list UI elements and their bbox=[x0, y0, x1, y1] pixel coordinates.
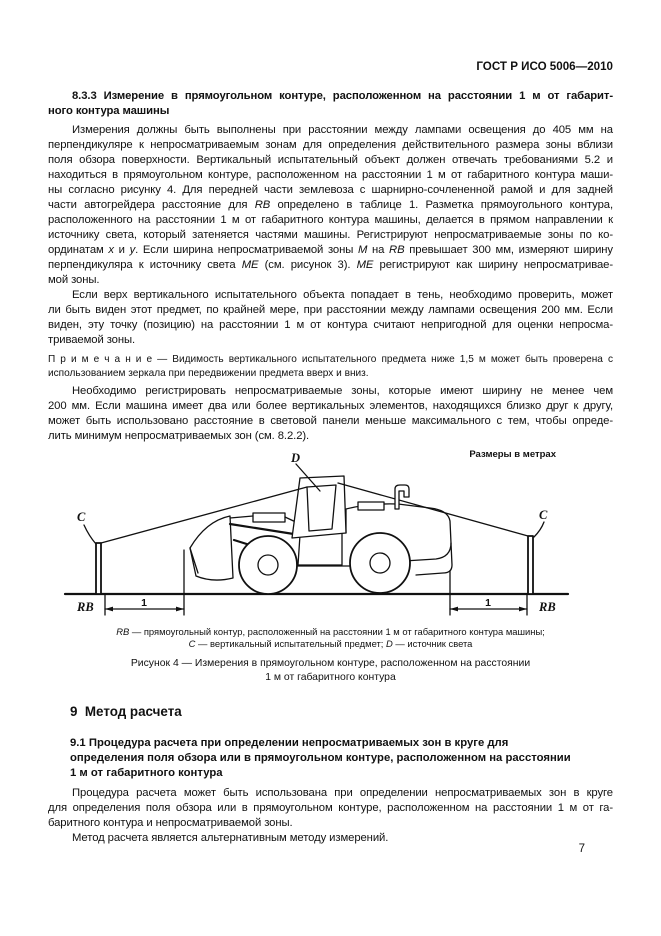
test-object-right bbox=[528, 536, 533, 594]
text-line: ординатам x и y. Если ширина непросматриваемой зоны M на RB превышает 300 мм, измеряют ширину bbox=[48, 244, 613, 256]
text-line: поля обзора поверхности. Вертикальный испытательный объект должен отвечать требованиями 5.2 и bbox=[48, 154, 613, 166]
legend-d-text: — источник света bbox=[392, 637, 473, 649]
arrowhead bbox=[176, 607, 184, 612]
legend-rb-symbol: RB bbox=[116, 626, 130, 638]
text-line: Измерения должны быть выполнены при расстоянии между лампами освещения до 405 мм на bbox=[72, 124, 613, 136]
note-block bbox=[48, 353, 613, 380]
rear-wheel-hub bbox=[370, 553, 390, 573]
figure-4-drawing bbox=[48, 445, 613, 619]
legend-rb-text: — прямоугольный контур, расположенный на расстоянии 1 м от габаритного контура машины; bbox=[129, 626, 545, 638]
bucket bbox=[190, 516, 233, 580]
hydraulic-cylinder bbox=[253, 513, 285, 522]
label-rb-left: RB bbox=[77, 600, 94, 615]
legend-c-symbol: C bbox=[188, 637, 196, 649]
text-line: Необходимо регистрировать непросматриваемые зоны, которые имеют ширину не менее чем bbox=[72, 385, 613, 398]
legend-line-1 bbox=[48, 626, 613, 638]
test-object-left bbox=[96, 543, 101, 594]
arrowhead bbox=[105, 607, 113, 612]
text-line: может быть использовано расстояние в световой панели меньше максимального с тем, чтобы опреде- bbox=[48, 415, 613, 428]
text-line: перпендикуляра к источнику света ME (см. рисунок 3). ME регистрируют как ширину непросматривае- bbox=[48, 259, 614, 271]
text-line: П р и м е ч а н и е — Видимость вертикального испытательного предмета ниже 1,5 м может быть проверена с bbox=[48, 354, 613, 365]
text-line: 200 мм. Если машина имеет два или более вертикальных элементов, находящихся близко друг к другу, bbox=[48, 400, 613, 413]
dimension-left bbox=[105, 550, 184, 615]
text-line: перпендикуляре к непросматриваемым зонам для определения действительного размера зоны вблизи bbox=[48, 139, 613, 151]
label-c-left: C bbox=[77, 510, 86, 525]
text-line: ного контура машины bbox=[48, 105, 170, 117]
text-line: 9.1 Процедура расчета при определении непросматриваемых зон в круге для bbox=[70, 737, 509, 750]
text-line: Метод расчета является альтернативным методу измерений. bbox=[72, 832, 389, 845]
text-line: определения поля обзора или в прямоугольном контуре, расположенном на расстоянии bbox=[70, 752, 571, 765]
page-number: 7 bbox=[578, 843, 585, 855]
text-line: мой зоны. bbox=[48, 274, 100, 286]
text-line: находиться в прямоугольном контуре, расположенном на расстоянии 1 м от габаритного контура маши- bbox=[48, 169, 613, 181]
text-line: части автогрейдера расстояние для RB определено в таблице 1. Разметка прямоугольного контура, bbox=[48, 199, 613, 211]
label-c-right: C bbox=[539, 508, 548, 523]
cab bbox=[292, 476, 346, 538]
text-line: 1 м от габаритного контура bbox=[70, 767, 223, 780]
section-8-3-3-heading bbox=[48, 89, 613, 119]
figure-units-label: Размеры в метрах bbox=[469, 449, 556, 461]
section-9-heading: 9 Метод расчета bbox=[70, 704, 182, 720]
document-content bbox=[48, 89, 613, 846]
label-d-light-source: D bbox=[291, 451, 301, 466]
text-line: Процедура расчета может быть использована при определении непросматриваемых зон в круге bbox=[72, 787, 613, 800]
frame bbox=[297, 533, 351, 566]
text-line: ли быть виден этот предмет, по крайней мере, при расстоянии между лампами освещения 200 мм. Если bbox=[48, 304, 613, 316]
legend-c-text: — вертикальный испытательный предмет; bbox=[195, 637, 387, 649]
text-line: виден, эту точку (позицию) на расстоянии 1 м от контура считают непригодной для оценки непросма- bbox=[48, 319, 613, 331]
figure-legend bbox=[48, 626, 613, 649]
arrowhead bbox=[519, 607, 527, 612]
text-line: ны согласно рисунку 4. Для передней части землевоза с шарнирно-сочлененной рамой и для задней bbox=[48, 184, 613, 196]
c-leader-right bbox=[534, 522, 544, 537]
wheels bbox=[239, 533, 410, 594]
paragraph-measurement-conditions bbox=[48, 123, 613, 288]
legend-line-2 bbox=[48, 638, 613, 650]
dim-value-left: 1 bbox=[141, 597, 147, 610]
section-9-1-heading bbox=[70, 736, 613, 781]
paragraph-shadow-check bbox=[48, 288, 613, 348]
label-rb-right: RB bbox=[539, 600, 556, 615]
c-leader-left bbox=[84, 525, 96, 544]
front-wheel-hub bbox=[258, 555, 278, 575]
text-line: триваемой зоны. bbox=[48, 334, 136, 346]
paragraph-register-zones bbox=[48, 384, 613, 444]
dim-value-right: 1 bbox=[485, 597, 491, 610]
figure-4 bbox=[48, 445, 613, 619]
text-line: 8.3.3 Измерение в прямоугольном контуре, расположенном на расстоянии 1 м от габарит- bbox=[72, 90, 613, 102]
paragraph-calculation-procedure bbox=[48, 786, 613, 831]
text-line: использованием зеркала при передвижении предмета вверх и вниз. bbox=[48, 367, 369, 379]
text-line: расположенного на расстоянии 1 м от габаритного контура машины, делается в прямом направлении к bbox=[48, 214, 613, 226]
figure-caption-line-2: 1 м от габаритного контура bbox=[265, 672, 396, 684]
text-line: лить минимум непросматриваемых зон (см. 8.2.2). bbox=[48, 430, 310, 443]
arrowhead bbox=[450, 607, 458, 612]
text-line: баритного контура и непросматриваемой зоны. bbox=[48, 817, 293, 830]
legend-d-symbol: D bbox=[386, 637, 393, 649]
machine-drawing bbox=[190, 476, 452, 580]
figure-caption-line-1: Рисунок 4 — Измерения в прямоугольном контуре, расположенном на расстоянии bbox=[130, 658, 531, 670]
lift-arm bbox=[230, 524, 300, 535]
hood-box bbox=[358, 502, 384, 510]
text-line: источнику света, который затеняется частями машины. Регистрируют непросматриваемые зоны по ко- bbox=[48, 229, 613, 241]
document-header: ГОСТ Р ИСО 5006—2010 bbox=[476, 60, 613, 73]
text-line: Если верх вертикального испытательного объекта попадает в тень, необходимо проверить, может bbox=[72, 289, 613, 301]
text-line: для определения поля обзора или в прямоугольном контуре, расположенном на расстоянии 1 м от га- bbox=[48, 802, 613, 815]
figure-caption bbox=[48, 657, 613, 685]
